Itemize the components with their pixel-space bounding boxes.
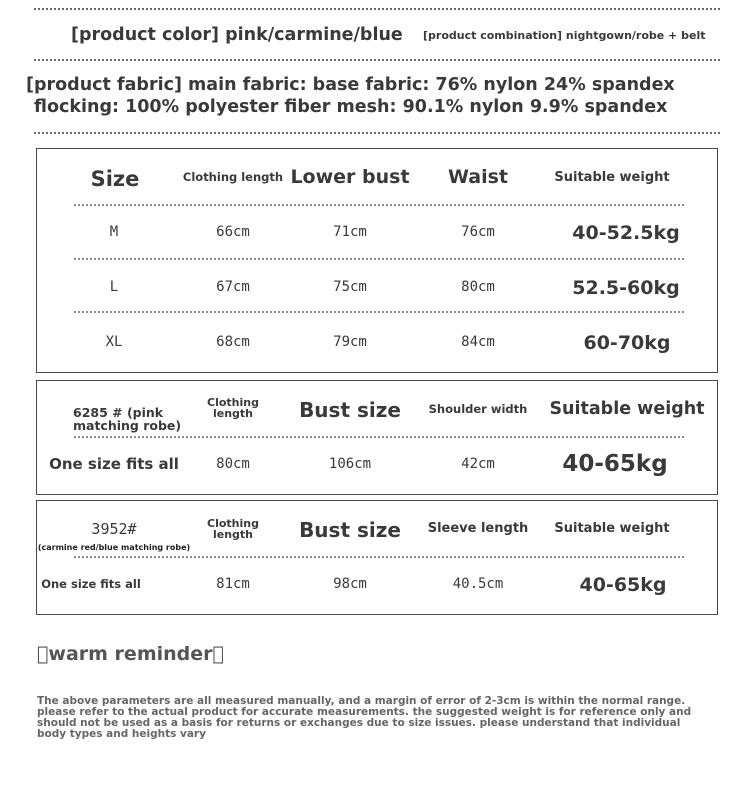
- table-cell: 67cm: [216, 279, 250, 295]
- header-suitable-weight: Suitable weight: [554, 170, 670, 185]
- table-cell: 80cm: [461, 279, 495, 295]
- header-bust-size: Bust size: [299, 518, 401, 542]
- table-cell: 68cm: [216, 334, 250, 350]
- robe-3952-subtitle: (carmine red/blue matching robe): [37, 543, 191, 552]
- divider-2: [34, 59, 720, 61]
- warm-reminder-text: The above parameters are all measured manually, and a margin of error of 2-3cm is within the normal range. please refer to the actual product for accurate measurements. the suggested weight is for reference only and should not be used as a basis for returns or exchanges due to size issues. please understand that individual body types and heights vary: [37, 695, 692, 740]
- header-shoulder-width: Shoulder width: [428, 402, 528, 416]
- table-cell: 75cm: [333, 279, 367, 295]
- row-divider: [74, 311, 684, 313]
- product-fabric-line-2: flocking: 100% polyester fiber mesh: 90.1% nylon 9.9% spandex: [34, 97, 668, 117]
- table-cell: 40.5cm: [452, 576, 504, 592]
- table-cell: 42cm: [461, 456, 495, 472]
- robe-6285-table: [36, 380, 718, 495]
- row-divider: [74, 556, 684, 558]
- divider-3: [34, 132, 720, 134]
- divider-top: [34, 8, 720, 10]
- table-cell: 80cm: [216, 456, 250, 472]
- table-cell: M: [109, 224, 119, 240]
- table-cell: One size fits all: [41, 577, 141, 591]
- header-waist: Waist: [447, 166, 509, 188]
- header-clothing-length: Clothing length: [207, 517, 259, 541]
- table-cell: 106cm: [328, 456, 372, 472]
- product-color-line: [product color] pink/carmine/blue: [71, 25, 403, 45]
- product-combination-line: [product combination] nightgown/robe + belt: [423, 29, 706, 42]
- table-cell: 76cm: [461, 224, 495, 240]
- size-table: [36, 148, 718, 373]
- table-cell: 84cm: [461, 334, 495, 350]
- table-cell: L: [109, 279, 119, 295]
- table-cell: 40-65kg: [562, 451, 668, 477]
- table-cell: 66cm: [216, 224, 250, 240]
- header-sleeve-length: Sleeve length: [427, 521, 529, 536]
- row-divider: [74, 258, 684, 260]
- warm-reminder-title:  warm reminder : [37, 643, 224, 665]
- table-cell: 40-52.5kg: [572, 222, 680, 244]
- row-divider: [74, 436, 684, 438]
- product-fabric-line-1: [product fabric] main fabric: base fabric: 76% nylon 24% spandex: [26, 75, 675, 95]
- table-cell: 79cm: [333, 334, 367, 350]
- table-cell: XL: [105, 334, 123, 350]
- header-suitable-weight: Suitable weight: [549, 399, 705, 419]
- robe-3952-title: 3952#: [91, 520, 137, 538]
- row-divider: [74, 204, 684, 206]
- header-lower-bust: Lower bust: [290, 166, 410, 188]
- table-cell: 60-70kg: [583, 332, 671, 354]
- table-cell: One size fits all: [49, 455, 179, 473]
- table-cell: 71cm: [333, 224, 367, 240]
- header-suitable-weight: Suitable weight: [554, 521, 670, 536]
- header-clothing-length: Clothing length: [182, 170, 284, 184]
- header-size: Size: [90, 167, 140, 191]
- robe-3952-table: [36, 500, 718, 615]
- header-bust-size: Bust size: [299, 398, 401, 422]
- table-cell: 52.5-60kg: [572, 277, 680, 299]
- table-cell: 40-65kg: [579, 574, 667, 596]
- table-cell: 98cm: [333, 576, 367, 592]
- robe-6285-title: 6285 # (pink matching robe): [73, 405, 182, 433]
- table-cell: 81cm: [216, 576, 250, 592]
- header-clothing-length: Clothing length: [207, 396, 259, 420]
